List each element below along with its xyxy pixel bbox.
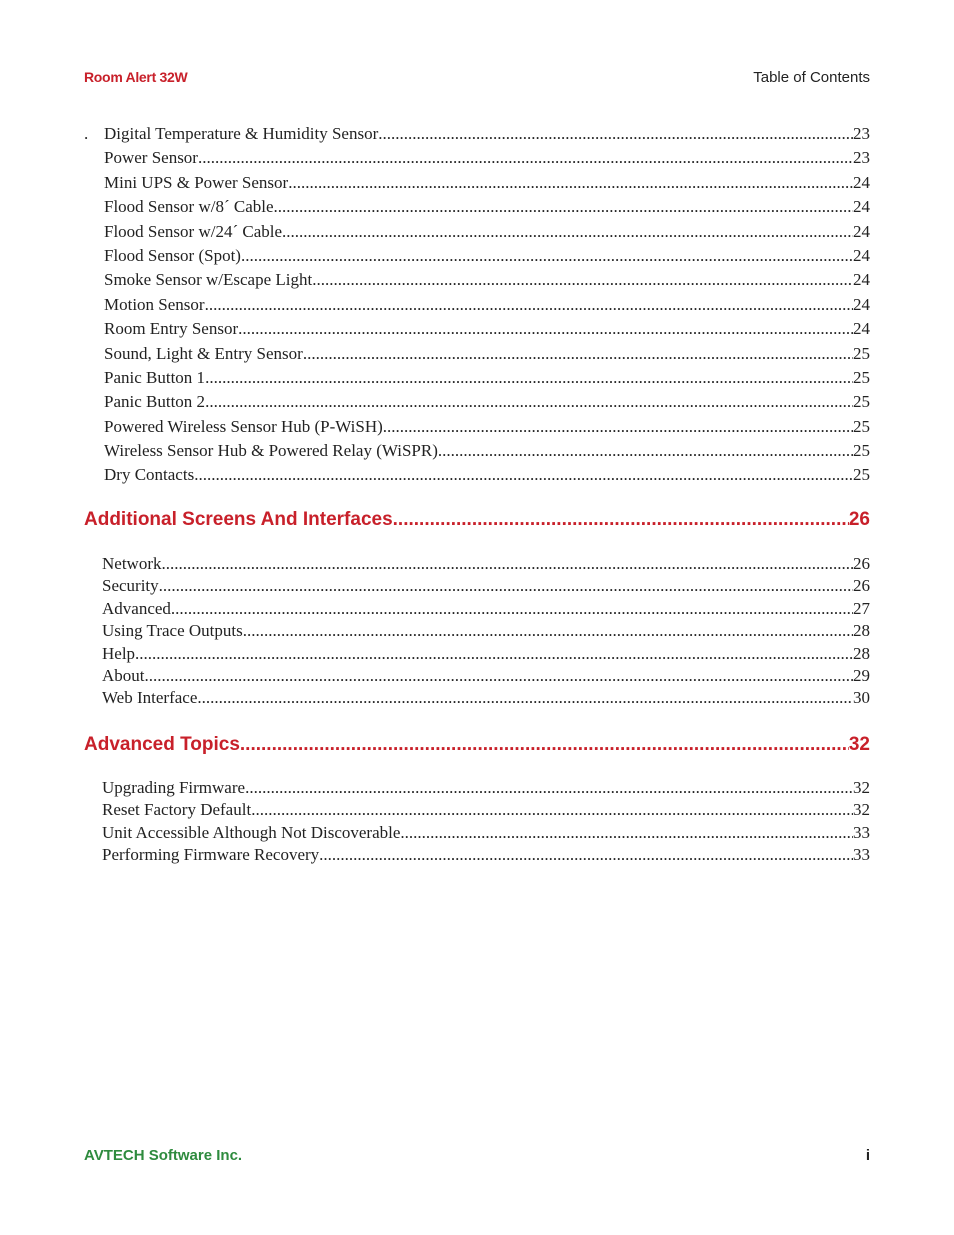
toc-entry-page: 25 [853,367,870,387]
dot-leader [197,687,853,709]
dot-leader [198,146,853,170]
footer-page-number: i [865,1147,870,1164]
dot-leader [240,734,849,756]
toc-entry[interactable] [84,293,870,317]
dot-leader [194,463,853,487]
toc-entry-label: Powered Wireless Sensor Hub (P-WiSH) [104,416,383,436]
toc-entry-label: Upgrading Firmware [102,778,246,797]
dot-leader [400,822,853,844]
toc-entry[interactable] [84,122,870,146]
toc-entry[interactable] [84,342,870,366]
toc-entry[interactable] [84,553,870,575]
toc-entry-page: 26 [853,576,870,596]
toc-entry-label: Flood Sensor w/8´ Cable [104,197,274,217]
toc-entry-page: 25 [853,465,870,485]
toc-entry-page: 29 [853,665,870,685]
toc-entry[interactable] [84,366,870,390]
toc-entry[interactable] [84,463,870,487]
toc-entry-label: Motion Sensor [104,294,205,314]
toc-entry-page: 32 [853,800,870,820]
dot-leader [378,122,853,146]
toc-entry-page: 27 [853,598,870,618]
dot-leader [312,268,853,292]
section-title: Additional Screens And Interfaces [84,509,393,530]
toc-entry-label: Digital Temperature & Humidity Sensor [104,124,379,143]
toc-section-additional-screens[interactable] [84,509,870,531]
dot-leader [383,415,853,439]
toc-entry-page: 24 [853,294,870,314]
toc-entry-page: 25 [853,392,870,412]
dot-leader [282,220,853,244]
toc-entry[interactable] [84,687,870,709]
section-title: Advanced Topics [84,734,240,755]
header-section-title: Table of Contents [753,69,870,86]
toc-entry-page: 25 [853,441,870,461]
toc-entry-page: 33 [853,822,870,842]
dot-leader [241,244,853,268]
toc-entry[interactable] [84,598,870,620]
toc-entry-label: Power Sensor [104,148,198,168]
toc-entry[interactable] [84,195,870,219]
toc-entry[interactable] [84,268,870,292]
toc-entry-label: Smoke Sensor w/Escape Light [104,270,313,290]
section-page: 26 [848,509,870,530]
toc-entry-label: Panic Button 1 [104,367,206,387]
dot-leader [205,390,853,414]
toc-entry-page: 30 [853,688,870,708]
dot-leader [438,439,853,463]
toc-entry-label: Using Trace Outputs [102,621,243,641]
toc-entry[interactable] [84,415,870,439]
toc-entry-label: Help [102,643,136,663]
dot-leader [135,643,853,665]
toc-entry[interactable] [84,146,870,170]
toc-entry-label: Security [102,576,159,596]
toc-entry-page: 24 [853,270,870,290]
dot-leader [145,665,854,687]
toc-entry[interactable] [84,844,870,866]
dot-leader [161,553,853,575]
toc-entry-page: 26 [853,554,870,573]
toc-entry-label: Advanced [102,598,171,618]
toc-entry[interactable] [84,171,870,195]
toc-entry[interactable] [84,620,870,642]
dot-leader [171,598,853,620]
toc-entry[interactable] [84,643,870,665]
toc-entry[interactable] [84,777,870,799]
dot-leader [303,342,853,366]
toc-entry-page: 28 [853,643,870,663]
toc-section-advanced-topics[interactable] [84,734,870,756]
toc-entry-label: Unit Accessible Although Not Discoverable [102,822,401,842]
dot-leader [205,293,853,317]
toc-entry-label: Reset Factory Default [102,800,252,820]
toc-entry-page: 32 [853,778,870,797]
toc-entry-label: Mini UPS & Power Sensor [104,172,289,192]
toc-entry-label: Web Interface [102,688,198,708]
toc-entry-label: Panic Button 2 [104,392,206,412]
dot-leader [245,777,853,799]
toc-additional-list [84,553,870,710]
toc-entry-label: Network [102,554,162,573]
product-name: Room Alert 32W [84,69,188,85]
dot-leader [274,195,853,219]
toc-entry-page: 25 [853,416,870,436]
toc-entry-label: Sound, Light & Entry Sensor [104,343,303,363]
dot-leader [238,317,853,341]
toc-entry-page: 25 [853,343,870,363]
list-bullet: . [84,124,89,143]
toc-entry-label: Flood Sensor w/24´ Cable [104,221,283,241]
toc-entry[interactable] [84,244,870,268]
toc-entry[interactable] [84,575,870,597]
toc-advanced-list [84,777,870,867]
toc-entry-label: Wireless Sensor Hub & Powered Relay (WiSPR) [104,441,438,461]
dot-leader [159,575,853,597]
toc-entry-page: 24 [853,221,870,241]
toc-entry[interactable] [84,317,870,341]
toc-entry[interactable] [84,665,870,687]
toc-entry[interactable] [84,439,870,463]
toc-entry-page: 24 [853,197,870,217]
toc-entry[interactable] [84,822,870,844]
dot-leader [393,509,849,531]
section-page: 32 [848,734,870,755]
toc-entry-page: 24 [853,172,870,192]
dot-leader [288,171,853,195]
toc-entry[interactable] [84,390,870,414]
toc-entry-page: 23 [853,124,870,143]
toc-entry[interactable] [84,799,870,821]
toc-entry-page: 33 [853,845,870,865]
toc-entry-page: 28 [853,621,870,641]
dot-leader [319,844,853,866]
toc-entry-page: 23 [853,148,870,168]
toc-entry-label: Room Entry Sensor [104,319,239,339]
dot-leader [243,620,853,642]
toc-entry-label: About [102,665,145,685]
dot-leader [205,366,853,390]
toc-entry-label: Flood Sensor (Spot) [104,245,241,265]
toc-entry-label: Performing Firmware Recovery [102,845,320,865]
toc-sensor-list [84,122,870,488]
toc-entry-page: 24 [853,245,870,265]
toc-entry[interactable] [84,220,870,244]
toc-entry-page: 24 [853,319,870,339]
dot-leader [251,799,853,821]
footer-company: AVTECH Software Inc. [84,1147,243,1164]
toc-entry-label: Dry Contacts [104,465,195,485]
